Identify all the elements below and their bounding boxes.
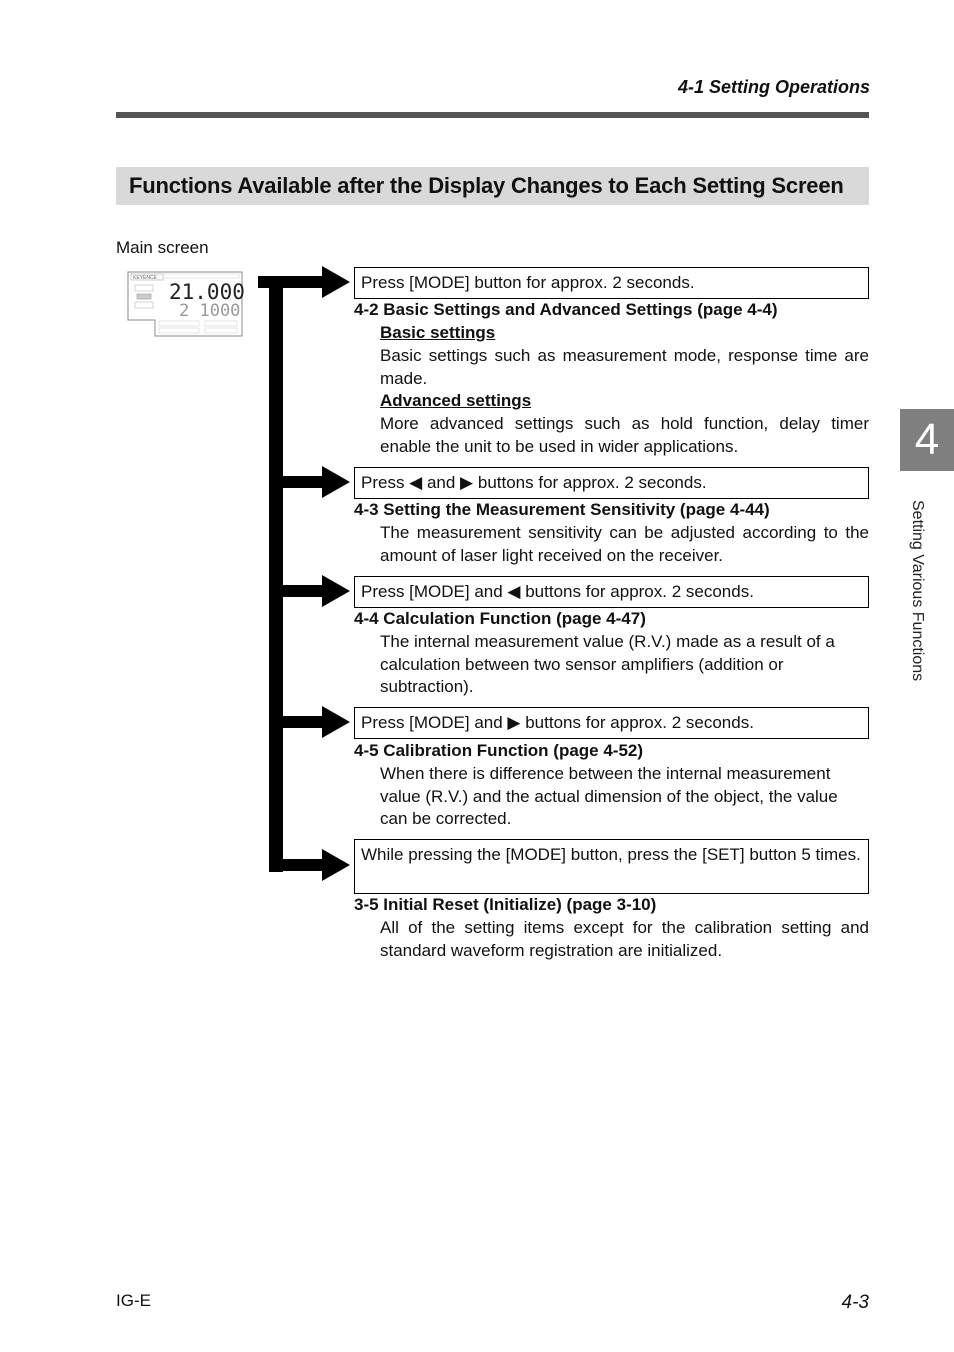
section-title: 4-5 Calibration Function (page 4-52) (354, 741, 644, 760)
section-header: 4-1 Setting Operations (677, 77, 870, 97)
description-line: calculation between two sensor amplifiers (addition or (380, 654, 784, 674)
description-line: can be corrected. (380, 809, 512, 828)
section-description: Basic settings such as measurement mode, response time are made. (380, 346, 869, 388)
section-title: 3-5 Initial Reset (Initialize) (page 3-10) (354, 895, 657, 914)
device-display-top: 21.000 (169, 280, 245, 304)
description-line: value (R.V.) and the actual dimension of the object, the value (380, 786, 838, 806)
amplifier-device-image (125, 270, 245, 338)
subsection-title: Advanced settings (380, 391, 532, 410)
section-description: The measurement sensitivity can be adjusted according to the amount of laser light received on the receiver. (380, 523, 869, 565)
footer-doc-id: IG-E (116, 1291, 151, 1310)
main-screen-label: Main screen (116, 238, 209, 257)
subsection-title: Basic settings (380, 323, 496, 342)
section-description (380, 631, 869, 699)
right-arrow-icon (258, 466, 350, 498)
command-box: While pressing the [MODE] button, press the [SET] button 5 times. (354, 839, 869, 894)
page-number: 4-3 (841, 1292, 869, 1313)
command-box: Press [MODE] button for approx. 2 seconds. (354, 267, 869, 299)
section-description: More advanced settings such as hold function, delay timer enable the unit to be used in wider applications. (380, 414, 869, 456)
command-box: Press ◀ and ▶ buttons for approx. 2 seconds. (354, 467, 869, 499)
section-title: 4-2 Basic Settings and Advanced Settings (page 4-4) (354, 300, 778, 319)
chapter-tab: 4 (900, 409, 954, 471)
command-box: Press [MODE] and ◀ buttons for approx. 2 seconds. (354, 576, 869, 608)
right-arrow-icon (258, 575, 350, 607)
right-arrow-icon (258, 706, 350, 738)
page-title: Functions Available after the Display Changes to Each Setting Screen (129, 173, 844, 198)
section-description (380, 763, 869, 831)
right-arrow-icon (258, 849, 350, 881)
chapter-label: Setting Various Functions (909, 500, 926, 682)
header-rule (116, 112, 869, 118)
section-title: 4-3 Setting the Measurement Sensitivity (page 4-44) (354, 500, 770, 519)
device-display-bottom: 2 1000 (179, 301, 241, 321)
description-line: The internal measurement value (R.V.) made as a result of a (380, 632, 835, 651)
description-line: When there is difference between the internal measurement (380, 764, 831, 783)
description-line: subtraction). (380, 677, 474, 696)
command-box: Press [MODE] and ▶ buttons for approx. 2 seconds. (354, 707, 869, 739)
right-arrow-icon (258, 266, 350, 298)
section-description: All of the setting items except for the calibration setting and standard waveform registration are initialized. (380, 918, 869, 960)
device-brand: KEYENCE (133, 275, 157, 281)
section-title: 4-4 Calculation Function (page 4-47) (354, 609, 646, 628)
